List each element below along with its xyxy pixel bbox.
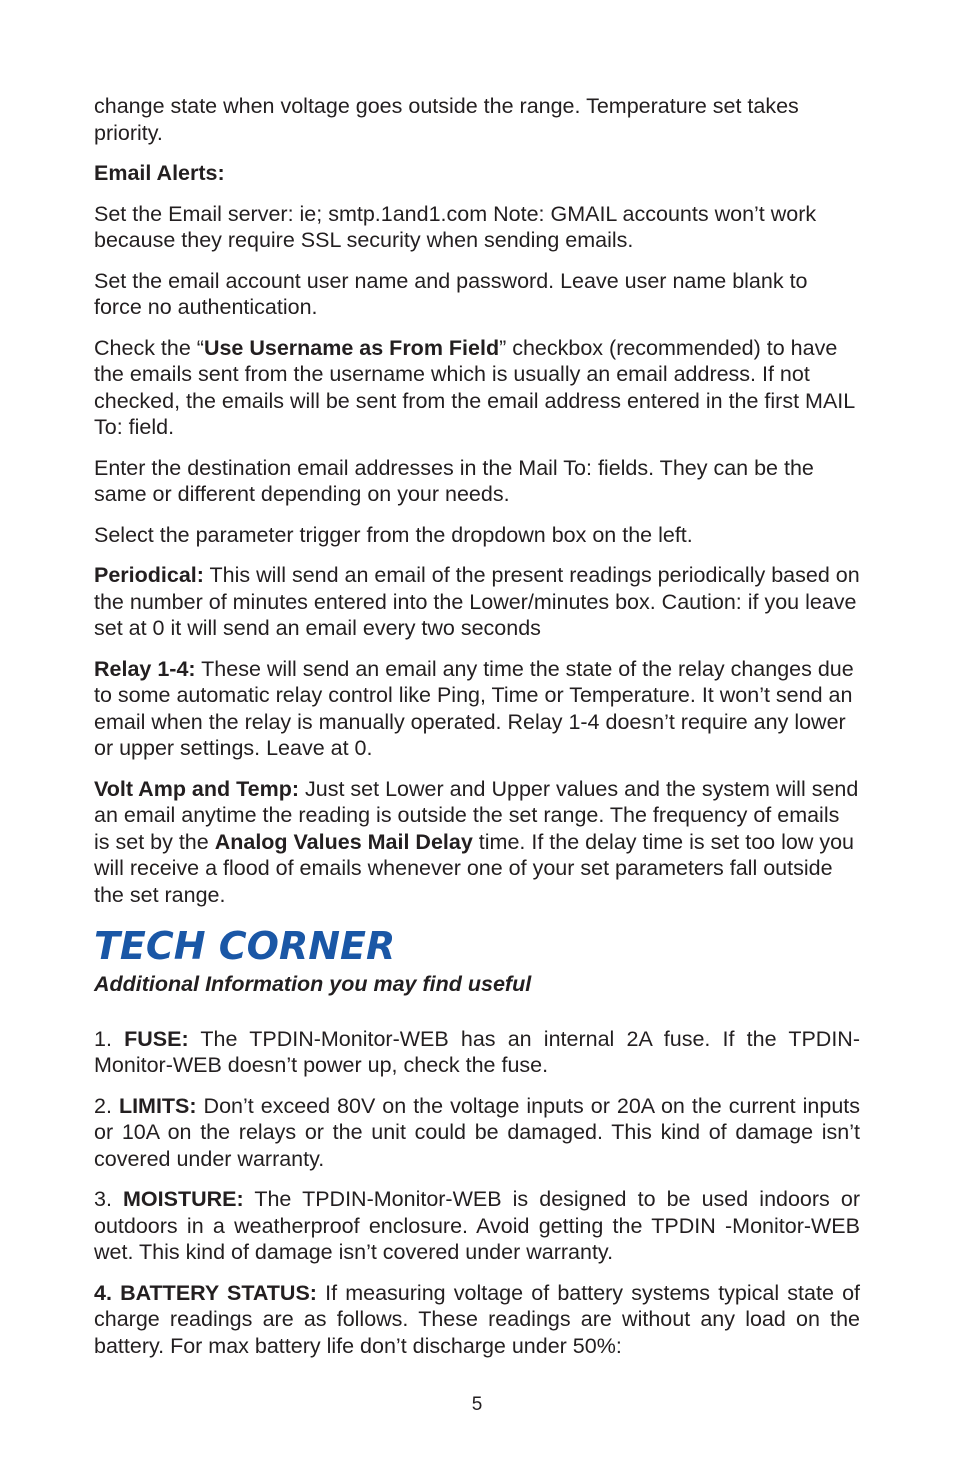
periodical-paragraph <box>94 562 860 642</box>
item-number: 3. <box>94 1187 124 1211</box>
username-checkbox-paragraph <box>94 335 860 441</box>
mail-delay-setting: Analog Values Mail Delay <box>214 829 473 854</box>
checkbox-post-text: ” checkbox (recommended) to have the emails sent from the username which is usually an email address. If not checked, the emails will be sent from the email address entered in the first MAIL To: field. <box>94 335 855 439</box>
item-label: FUSE: <box>124 1026 189 1051</box>
volt-text-1: Just set Lower and Upper values and the system will send an email anytime the reading is outside the set range. The frequency of emails is set by the <box>94 776 859 854</box>
continuation-paragraph: change state when voltage goes outside the range. Temperature set takes priority. <box>94 94 799 145</box>
item-label: BATTERY STATUS: <box>120 1280 317 1305</box>
tech-item-moisture <box>94 1186 860 1266</box>
item-number: 2. <box>94 1093 119 1118</box>
destination-paragraph: Enter the destination email addresses in the Mail To: fields. They can be the same or different depending on your needs. <box>94 455 814 506</box>
checkbox-pre-text: Check the “ <box>94 335 204 360</box>
item-label: MOISTURE: <box>123 1187 244 1211</box>
item-text: Don’t exceed 80V on the voltage inputs or 20A on the current inputs or 10A on the relays or the unit could be damaged. This kind of damage isn’t covered under warranty. <box>94 1093 861 1171</box>
tech-item-limits <box>94 1093 860 1173</box>
tech-item-fuse <box>94 1026 860 1079</box>
page-number: 5 <box>471 1394 483 1415</box>
volt-amp-temp-label: Volt Amp and Temp: <box>94 776 300 801</box>
item-text: The TPDIN-Monitor-WEB has an internal 2A fuse. If the TPDIN-Monitor-WEB doesn’t power up, check the fuse. <box>94 1026 860 1077</box>
periodical-text: This will send an email of the present readings periodically based on the number of minutes entered into the Lower/minutes box. Caution: if you leave set at 0 it will send an email every two seconds <box>94 563 860 640</box>
relay-label: Relay 1-4: <box>94 656 196 681</box>
item-label: LIMITS: <box>118 1093 197 1118</box>
document-page <box>94 93 860 1373</box>
email-server-paragraph: Set the Email server: ie; smtp.1and1.com Note: GMAIL accounts won’t work because they require SSL security when sending emails. <box>94 201 817 252</box>
item-number: 4. <box>94 1280 121 1305</box>
tech-corner-subtitle: Additional Information you may find useful <box>94 972 532 996</box>
item-text: If measuring voltage of battery systems typical state of charge readings are as follows. These readings are without any load on the battery. For max battery life don’t discharge under 50%: <box>94 1280 861 1358</box>
volt-amp-temp-paragraph <box>94 776 860 909</box>
periodical-label: Periodical: <box>94 563 204 587</box>
email-alerts-heading: Email Alerts: <box>94 161 225 185</box>
relay-text: These will send an email any time the state of the relay changes due to some automatic relay control like Ping, Time or Temperature. It won’t send an email when the relay is manually operated. Relay 1-4 doesn’t require any lower or upper settings. Leave at 0. <box>94 656 854 760</box>
item-number: 1. <box>94 1026 125 1051</box>
tech-item-battery-status <box>94 1280 860 1360</box>
item-text: The TPDIN-Monitor-WEB is designed to be used indoors or outdoors in a weatherproof enclosure. Avoid getting the TPDIN -Monitor-WEB wet. This kind of damage isn’t covered under warranty. <box>94 1187 860 1264</box>
tech-corner-title: TECH CORNER <box>94 924 396 968</box>
trigger-paragraph: Select the parameter trigger from the dropdown box on the left. <box>94 522 693 547</box>
volt-text-2: time. If the delay time is set too low you will receive a flood of emails whenever one of your set parameters fall outside the set range. <box>94 829 855 907</box>
checkbox-name: Use Username as From Field <box>203 335 500 360</box>
relay-paragraph <box>94 656 860 762</box>
email-account-paragraph: Set the email account user name and password. Leave user name blank to force no authentication. <box>94 268 808 319</box>
